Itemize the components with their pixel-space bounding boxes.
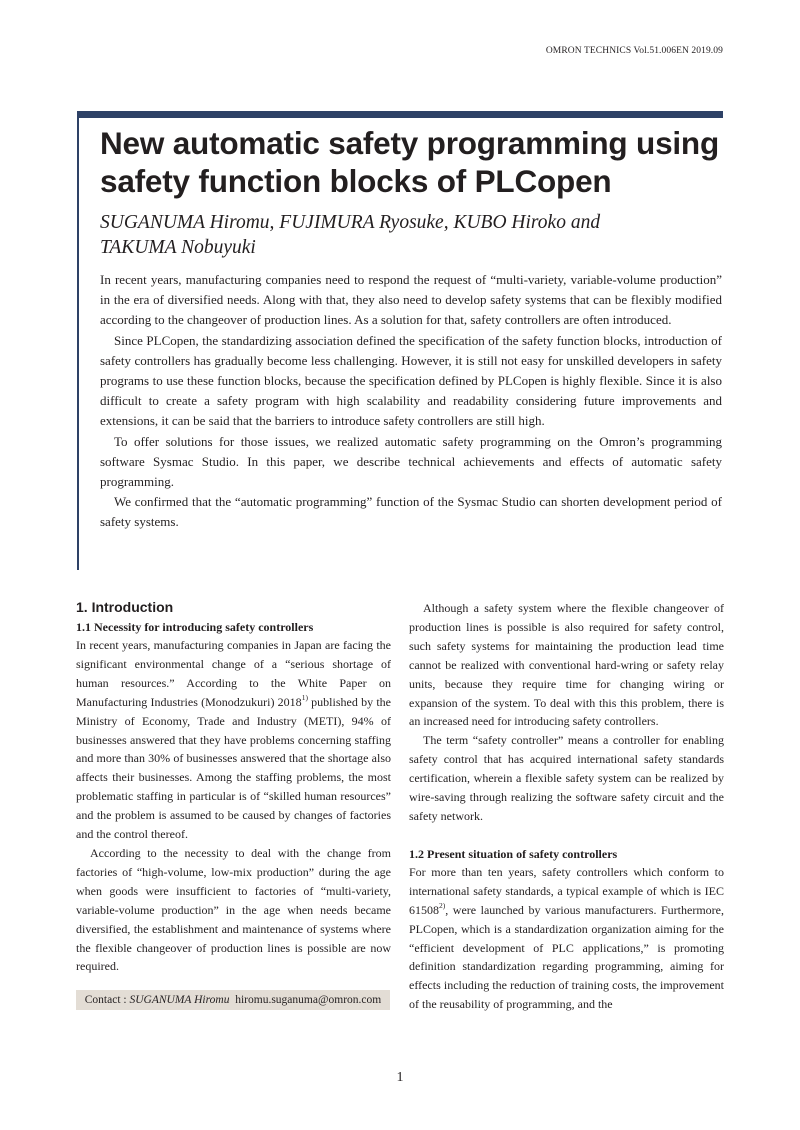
abstract-left-rule [77,118,79,570]
body-paragraph: Although a safety system where the flexible changeover of production lines is possible is also required for safety control, such safety systems for maintaining the production lead time cannot be realized with conventional hard-wring or safety relay units, because they require time for changing wiring or expansion of the system. To deal with this this problem, there is an increased need for introducing safety controllers. [409,601,724,729]
author-list [100,210,660,260]
citation-ref: 2) [439,900,446,910]
running-header: OMRON TECHNICS Vol.51.006EN 2019.09 [545,46,723,56]
contact-box [76,990,390,1010]
section-heading: 1. Introduction [76,599,174,615]
abstract-paragraph: To offer solutions for those issues, we realized automatic safety programming on the Omron’s programming software Sysmac Studio. In this paper, we describe technical achievements and effects of automatic safety programming. [100,433,722,490]
paragraph-spacer [409,826,724,845]
abstract-paragraph: In recent years, manufacturing companies need to respond the request of “multi-variety, variable-volume production” in the era of diversified needs. Along with that, they also need to develop safety systems that can be flexibly modified according to the changeover of production lines. As a solution for that, safety controllers are often introduced. [100,272,722,328]
subsection-heading: 1.2 Present situation of safety controllers [409,846,618,861]
body-paragraph [409,863,724,1014]
paper-title [100,124,730,200]
body-paragraph: The term “safety controller” means a controller for enabling safety control that has acquired international safety standards certification, wherein a flexible safety system can be realized by wire-saving through realizing the software safety circuit and the safety network. [409,733,724,823]
page-number: 1 [396,1070,404,1085]
authors-line-1: SUGANUMA Hiromu, FUJIMURA Ryosuke, KUBO Hiroko and [100,212,601,233]
citation-ref: 1) [301,692,308,702]
contact-email: hiromu.suganuma@omron.com [235,994,382,1006]
body-paragraph: According to the necessity to deal with the change from factories of “high-volume, low-mix production” during the age when goods were insufficient to factories of “multi-variety, variable-volume production” in the age when needs became diversified, the establishment and maintenance of systems where the flexible changeover of production lines is possible are now required. [76,845,391,974]
abstract [100,270,722,533]
paragraph-text: published by the Ministry of Economy, Trade and Industry (METI), 94% of businesses answered that they have problems concerning staffing and more than 30% of businesses answered that the shortage also affects their businesses. Among the staffing problems, the most problematic staffing in particular is of “skilled human resources” and the problem is assumed to be caused by changes of factories and the control thereof. [76,694,391,842]
title-top-rule [77,111,723,118]
abstract-paragraph: Since PLCopen, the standardizing association defined the specification of the safety function blocks, introduction of safety controllers has gradually become less challenging. However, it is still not easy for unskilled developers in safety programs to use these function blocks, because the specification defined by PLCopen is highly flexible. Since it is also difficult to create a safety program with high scalability and readability considering future improvements and extensions, it can be said that the barriers to introduce safety controllers are still high. [100,332,722,429]
paragraph-text: For more than ten years, safety controllers which conform to international safety standards, a typical example of which is IEC 61508 [409,864,724,917]
paragraph-text: In recent years, manufacturing companies in Japan are facing the significant environmental change of a “serious shortage of human resources.” According to the White Paper on Manufacturing Industries (Monodzukuri) 2018 [76,638,391,709]
left-column [76,597,391,976]
subsection-heading: 1.1 Necessity for introducing safety controllers [76,620,314,634]
authors-line-2: TAKUMA Nobuyuki [100,237,256,258]
body-paragraph [76,636,391,844]
title-line-2: safety function blocks of PLCopen [100,163,612,199]
right-column [409,599,724,1014]
title-line-1: New automatic safety programming using [100,125,720,161]
contact-label: Contact : [84,994,127,1006]
paragraph-text: , were launched by various manufacturers. Furthermore, PLCopen, which is a standardization organization aiming for the “efficient development of PLC applications,” is promoting definition standardization regarding programming, aiming for effects including the reduction of training costs, the improvement of the reusability of programming, and the [409,902,724,1012]
abstract-paragraph: We confirmed that the “automatic programming” function of the Sysmac Studio can shorten development period of safety systems. [100,494,722,530]
contact-name: SUGANUMA Hiromu [129,994,230,1006]
